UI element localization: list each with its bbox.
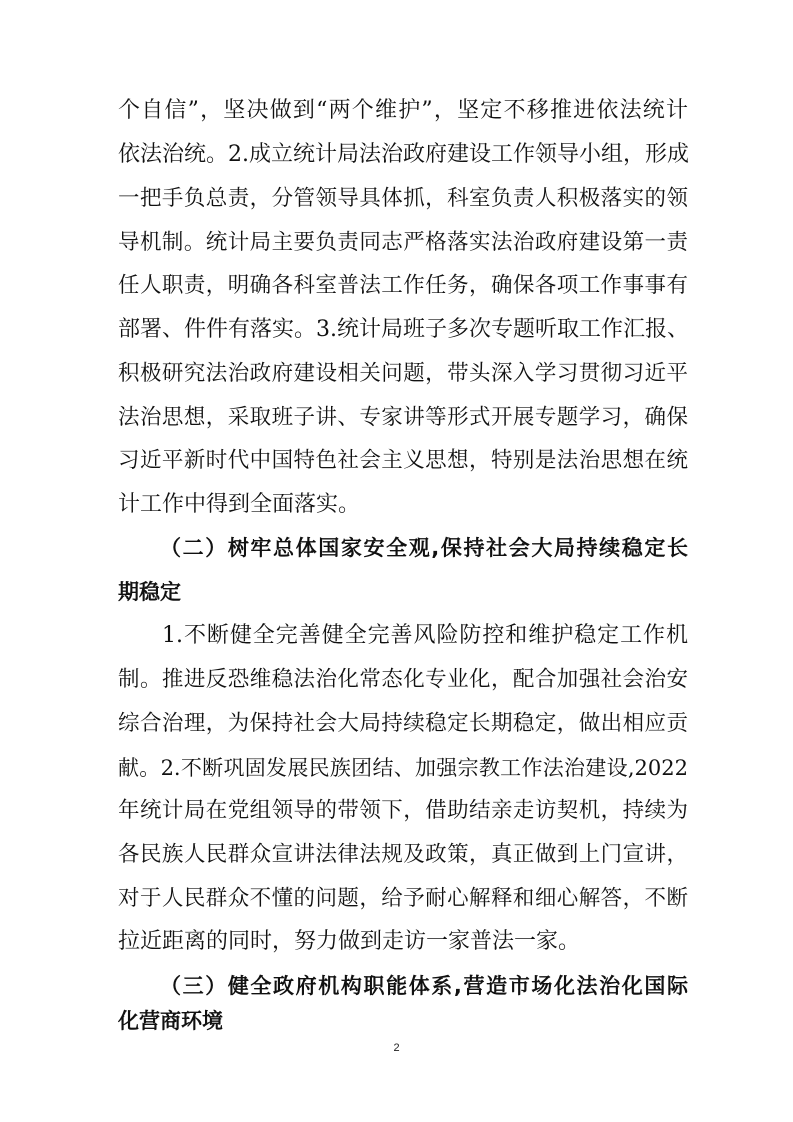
body-text-line: 部署、件件有落实。3.统计局班子多次专题听取工作汇报、 (118, 317, 689, 342)
section-heading: （三）健全政府机构职能体系,营造市场化法治化国际 (160, 974, 688, 998)
body-text-line: 依法治统。2.成立统计局法治政府建设工作领导小组，形成 (118, 142, 689, 167)
body-text-line: 献。2.不断巩固发展民族团结、加强宗教工作法治建设,2022 (118, 756, 688, 780)
section-heading: 期稳定 (118, 580, 181, 604)
body-text-line: 一把手负总责，分管领导具体抓，科室负责人积极落实的领 (118, 186, 688, 211)
body-text-line: 个自信”，坚决做到“两个维护”，坚定不移推进依法统计 (118, 98, 688, 123)
body-text-line: 制。推进反恐维稳法治化常态化专业化，配合加强社会治安 (118, 667, 688, 692)
body-text-line: 计工作中得到全面落实。 (118, 492, 361, 517)
body-text-line: 综合治理，为保持社会大局持续稳定长期稳定，做出相应贡 (118, 711, 688, 736)
body-text-line: 习近平新时代中国特色社会主义思想，特别是法治思想在统 (118, 448, 688, 473)
body-text-line: 1.不断健全完善健全完善风险防控和维护稳定工作机 (162, 623, 688, 648)
body-text-line: 对于人民群众不懂的问题，给予耐心解释和细心解答，不断 (118, 886, 688, 911)
body-text-line: 年统计局在党组领导的带领下，借助结亲走访契机，持续为 (118, 798, 688, 823)
page-number: 2 (393, 1042, 400, 1054)
body-text-line: 任人职责，明确各科室普法工作任务，确保各项工作事事有 (118, 273, 688, 298)
section-heading: （二）树牢总体国家安全观,保持社会大局持续稳定长 (160, 536, 688, 560)
section-heading: 化营商环境 (118, 1009, 223, 1033)
body-text-line: 拉近距离的同时，努力做到走访一家普法一家。 (118, 929, 581, 954)
body-text-line: 积极研究法治政府建设相关问题，带头深入学习贯彻习近平 (118, 361, 688, 386)
body-text-line: 法治思想，采取班子讲、专家讲等形式开展专题学习，确保 (118, 405, 688, 430)
body-text-line: 导机制。统计局主要负责同志严格落实法治政府建设第一责 (118, 230, 688, 255)
body-text-line: 各民族人民群众宣讲法律法规及政策，真正做到上门宣讲， (118, 842, 688, 867)
